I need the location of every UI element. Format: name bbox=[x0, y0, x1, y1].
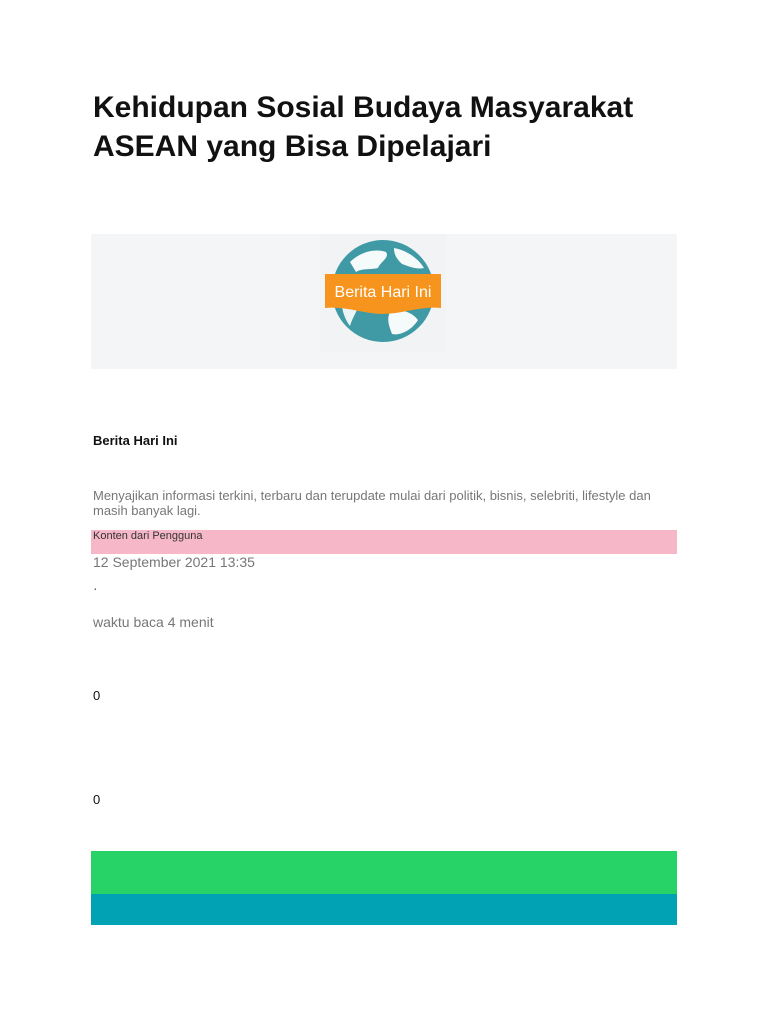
publisher-logo bbox=[320, 234, 446, 352]
author-description: Menyajikan informasi terkini, terbaru dan terupdate mulai dari politik, bisnis, selebriti, lifestyle dan masih banyak lagi. bbox=[93, 488, 651, 518]
share-link-button[interactable] bbox=[91, 894, 677, 925]
like-count[interactable]: 0 bbox=[93, 688, 101, 703]
hero-image bbox=[91, 234, 677, 369]
comment-count[interactable]: 0 bbox=[93, 792, 101, 807]
user-content-badge bbox=[91, 530, 677, 554]
badge-label: Konten dari Pengguna bbox=[93, 530, 203, 542]
author-name[interactable]: Berita Hari Ini bbox=[93, 433, 178, 448]
publish-date: 12 September 2021 13:35 bbox=[93, 554, 255, 570]
meta-separator: · bbox=[93, 580, 98, 596]
logo-text: Berita Hari Ini bbox=[334, 284, 432, 301]
share-whatsapp-button[interactable] bbox=[91, 851, 677, 894]
read-time: waktu baca 4 menit bbox=[93, 614, 214, 630]
globe-icon bbox=[320, 234, 446, 352]
article-title: Kehidupan Sosial Budaya Masyarakat ASEAN yang Bisa Dipelajari bbox=[93, 91, 634, 163]
